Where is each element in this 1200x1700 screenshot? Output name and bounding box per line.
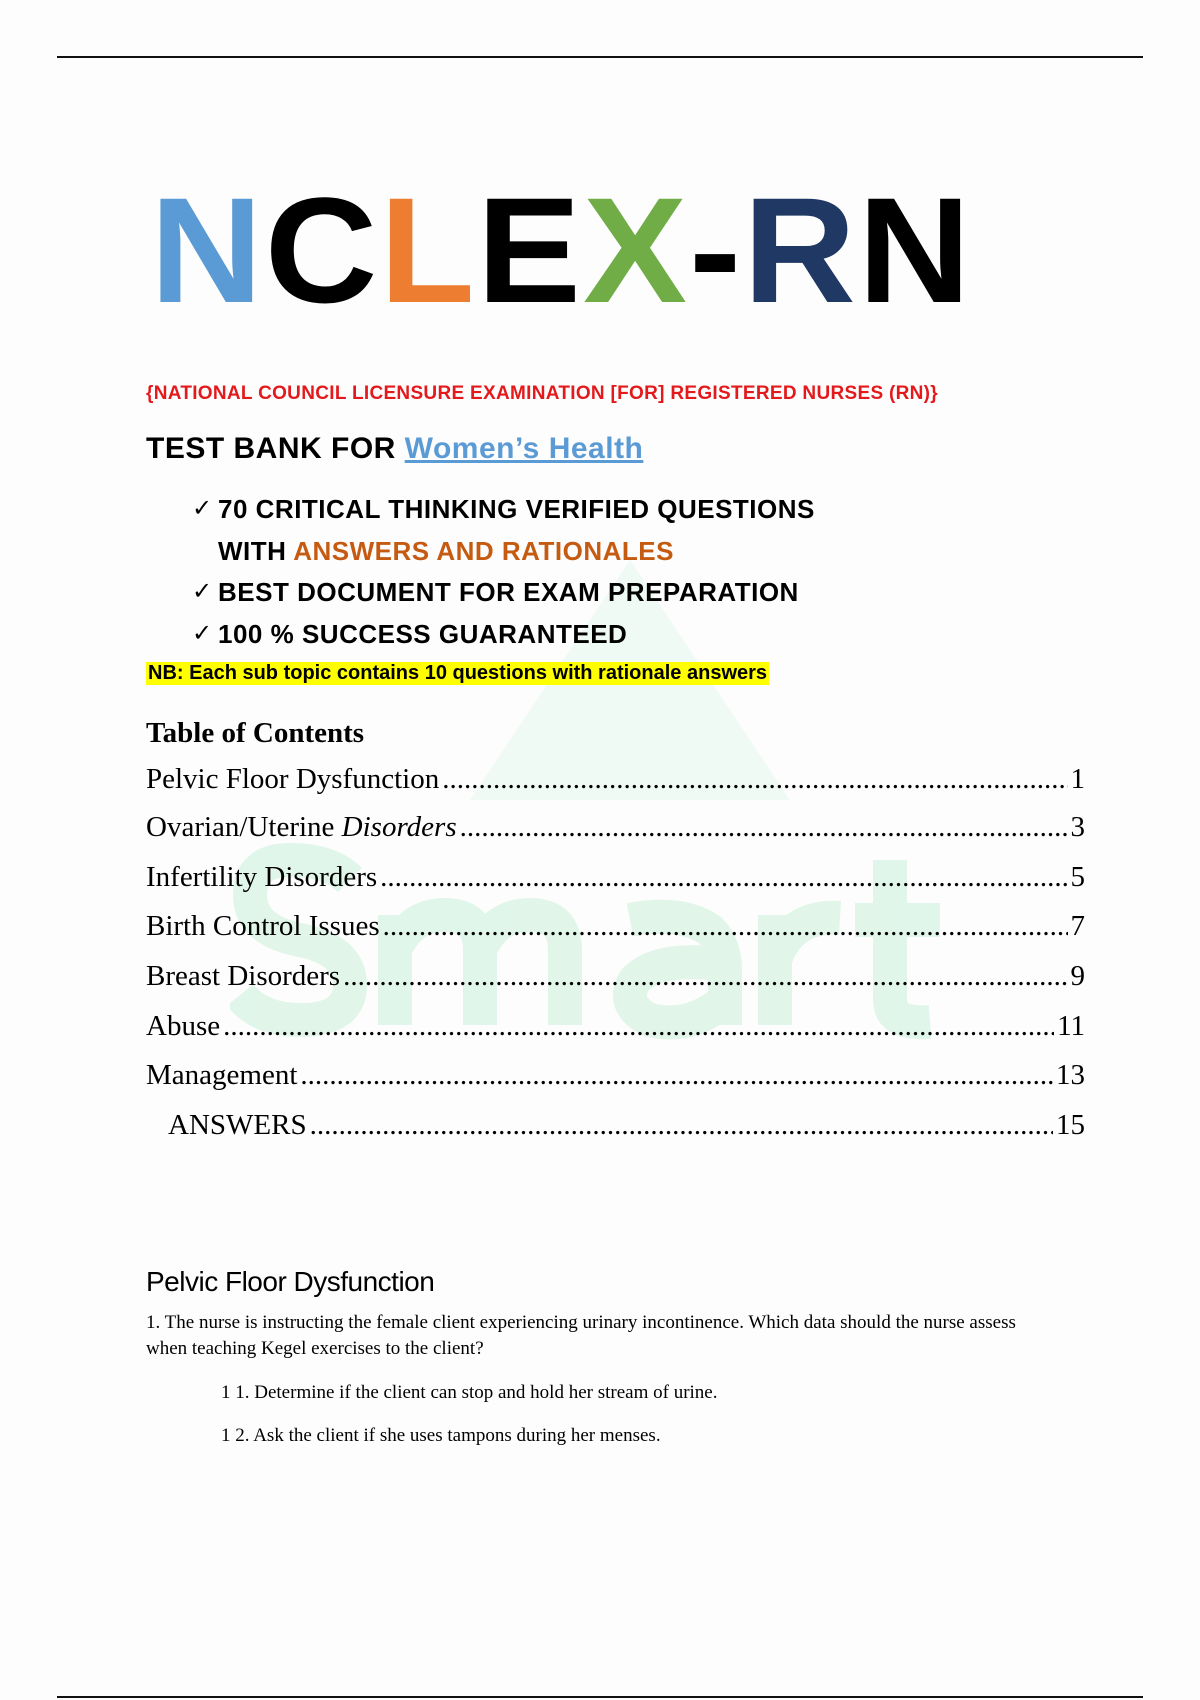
logo-letter: - bbox=[689, 166, 744, 334]
toc-page: 13 bbox=[1056, 1059, 1085, 1091]
toc-entry[interactable] bbox=[168, 1109, 1085, 1142]
toc-page: 5 bbox=[1070, 861, 1085, 893]
toc-title-italic: Disorders bbox=[341, 811, 457, 843]
logo-letter: N bbox=[150, 166, 265, 334]
toc-title: Abuse bbox=[146, 1010, 221, 1042]
test-bank-prefix: TEST BANK FOR bbox=[146, 432, 405, 465]
toc-leader bbox=[300, 1059, 1053, 1092]
toc-title: Ovarian/Uterine bbox=[146, 811, 342, 843]
checklist-text: WITH bbox=[218, 536, 294, 566]
toc-title: ANSWERS bbox=[168, 1109, 307, 1141]
answer-option[interactable]: 1 2. Ask the client if she uses tampons during her menses. bbox=[221, 1425, 661, 1446]
toc-page: 3 bbox=[1070, 811, 1085, 843]
logo-letter: E bbox=[476, 166, 584, 334]
bottom-rule bbox=[57, 1696, 1143, 1698]
logo-letter: X bbox=[583, 166, 690, 334]
checkmark-icon: ✓ bbox=[192, 495, 213, 522]
checklist-item-best-document bbox=[192, 577, 799, 608]
logo-letter: C bbox=[264, 166, 380, 334]
nclex-rn-logo bbox=[150, 166, 973, 334]
toc-page: 11 bbox=[1057, 1010, 1085, 1042]
toc-leader bbox=[460, 811, 1068, 844]
checklist-item-questions-line2 bbox=[218, 536, 674, 567]
checkmark-icon: ✓ bbox=[192, 578, 213, 605]
toc-heading: Table of Contents bbox=[146, 717, 365, 749]
toc-entry[interactable] bbox=[146, 763, 1085, 796]
toc-title: Pelvic Floor Dysfunction bbox=[146, 763, 440, 795]
logo-letter: N bbox=[857, 166, 973, 334]
toc-entry[interactable] bbox=[146, 910, 1085, 943]
nb-note: NB: Each sub topic contains 10 questions with rationale answers bbox=[148, 662, 768, 684]
toc-page: 9 bbox=[1070, 960, 1085, 992]
toc-title: Management bbox=[146, 1059, 298, 1091]
test-bank-title bbox=[146, 432, 643, 466]
logo-letter: R bbox=[743, 166, 858, 334]
toc-title: Infertility Disorders bbox=[146, 861, 378, 893]
checklist-highlight: ANSWERS AND RATIONALES bbox=[293, 536, 674, 566]
toc-page: 7 bbox=[1070, 910, 1085, 942]
answer-option[interactable]: 1 1. Determine if the client can stop and hold her stream of urine. bbox=[221, 1382, 718, 1403]
checkmark-icon: ✓ bbox=[192, 620, 213, 647]
toc-entry[interactable] bbox=[146, 1059, 1085, 1092]
toc-leader bbox=[380, 861, 1067, 894]
toc-leader bbox=[442, 763, 1067, 796]
toc-entry[interactable] bbox=[146, 861, 1085, 894]
toc-entry[interactable] bbox=[146, 1010, 1085, 1043]
toc-entry[interactable] bbox=[146, 811, 1085, 844]
toc-leader bbox=[383, 910, 1068, 943]
toc-leader bbox=[310, 1109, 1053, 1142]
toc-entry[interactable] bbox=[146, 960, 1085, 993]
checklist-text: BEST DOCUMENT FOR EXAM PREPARATION bbox=[218, 577, 799, 607]
toc-title: Breast Disorders bbox=[146, 960, 341, 992]
toc-page: 1 bbox=[1070, 763, 1085, 795]
section-heading: Pelvic Floor Dysfunction bbox=[146, 1266, 435, 1297]
question-text: 1. The nurse is instructing the female client experiencing urinary incontinence. Which data should the nurse assess when teaching Kegel exercises to the client? bbox=[146, 1312, 1016, 1359]
top-rule bbox=[57, 56, 1143, 58]
logo-letter: L bbox=[379, 166, 477, 334]
checklist-text: 70 CRITICAL THINKING VERIFIED QUESTIONS bbox=[218, 494, 815, 524]
toc-leader bbox=[343, 960, 1067, 993]
checklist-item-questions bbox=[192, 494, 815, 525]
exam-subtitle: {NATIONAL COUNCIL LICENSURE EXAMINATION [FOR] REGISTERED NURSES (RN)} bbox=[146, 383, 938, 404]
checklist-item-success bbox=[192, 619, 628, 650]
toc-page: 15 bbox=[1056, 1109, 1085, 1141]
checklist-text: 100 % SUCCESS GUARANTEED bbox=[218, 619, 628, 649]
toc-title: Birth Control Issues bbox=[146, 910, 380, 942]
toc-leader bbox=[223, 1010, 1054, 1043]
womens-health-link[interactable]: Women’s Health bbox=[404, 432, 644, 465]
